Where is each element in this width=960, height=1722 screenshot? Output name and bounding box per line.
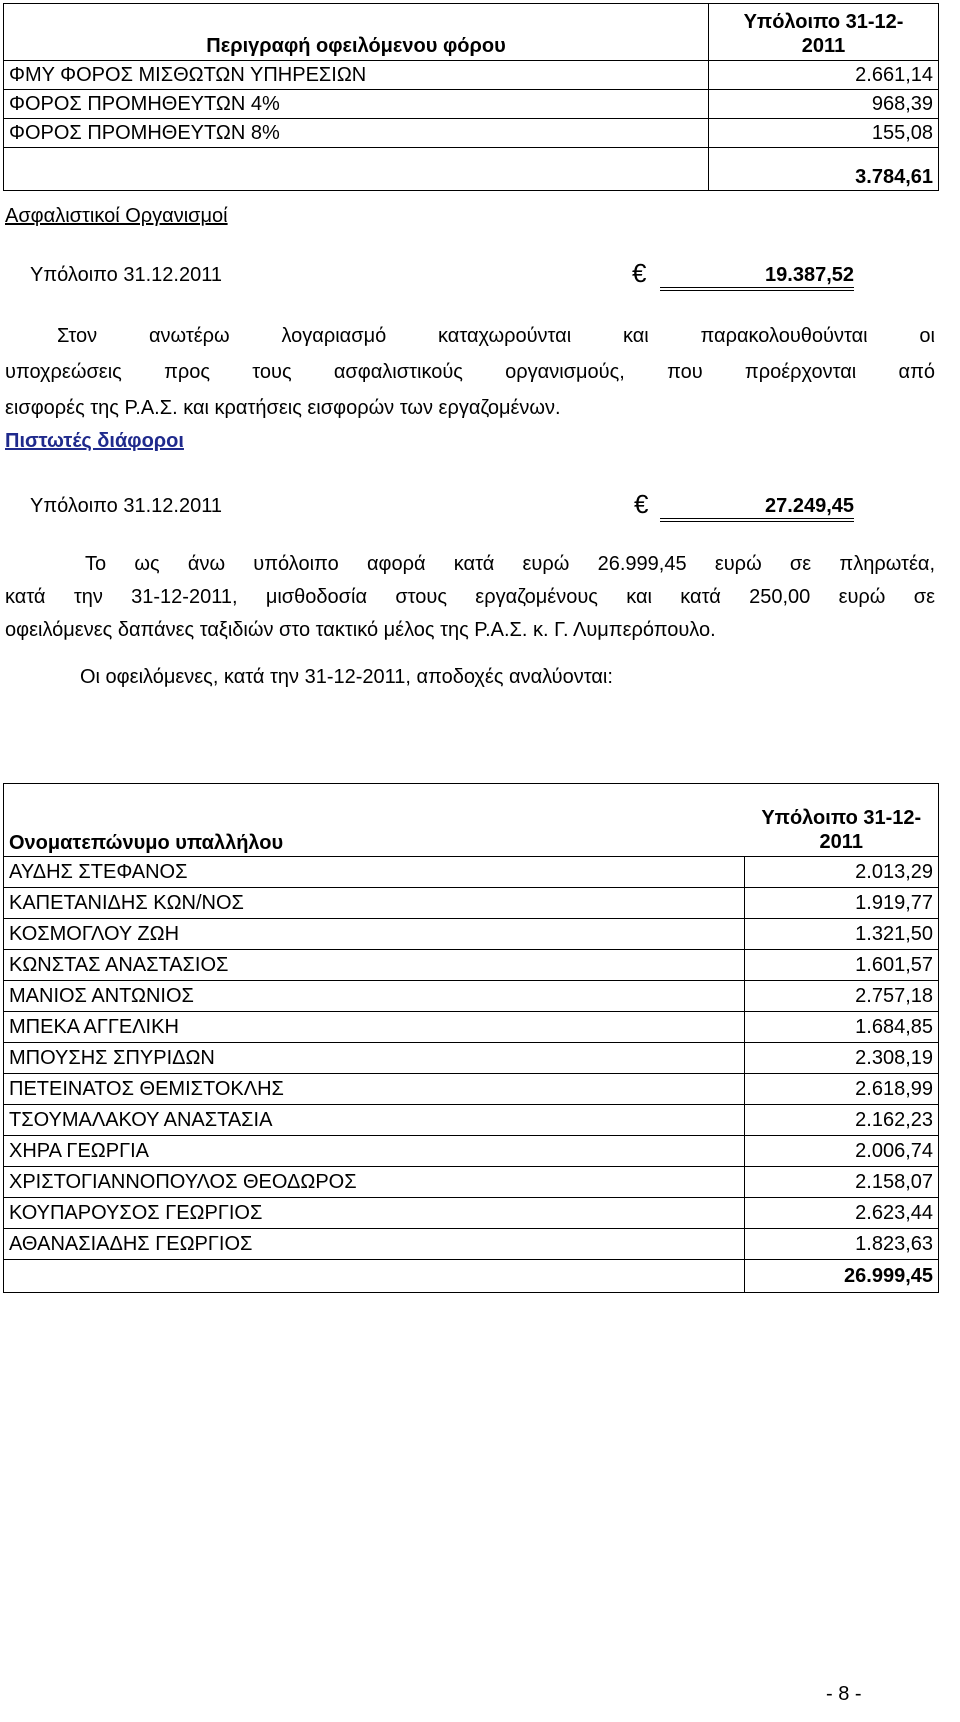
employee-table xyxy=(3,783,939,1293)
tax-total-empty xyxy=(4,148,709,191)
employee-rows xyxy=(4,857,939,1260)
insurance-paragraph xyxy=(5,318,935,426)
table-row xyxy=(4,1167,939,1198)
table-row xyxy=(4,919,939,950)
table-row xyxy=(4,1074,939,1105)
euro-sign: € xyxy=(634,489,649,519)
employee-value: 1.684,85 xyxy=(745,1012,939,1043)
employee-value: 2.618,99 xyxy=(745,1074,939,1105)
tax-balance-header xyxy=(709,4,939,61)
employee-value: 2.757,18 xyxy=(745,981,939,1012)
employee-value: 2.162,23 xyxy=(745,1105,939,1136)
table-row xyxy=(4,1136,939,1167)
creditors-amount: 27.249,45 xyxy=(660,495,854,522)
employee-total-empty xyxy=(4,1260,745,1293)
euro-sign: € xyxy=(632,258,647,288)
creditors-intro: Οι οφειλόμενες, κατά την 31-12-2011, αποδοχές αναλύονται: xyxy=(80,666,613,688)
creditors-para-line: κατά την 31-12-2011, μισθοδοσία στους εργαζομένους και κατά 250,00 ευρώ σε xyxy=(5,586,935,608)
page-number: - 8 - xyxy=(826,1683,862,1705)
employee-name: ΜΠΟΥΣΗΣ ΣΠΥΡΙΔΩΝ xyxy=(4,1043,745,1074)
tax-label: ΦΟΡΟΣ ΠΡΟΜΗΘΕΥΤΩΝ 8% xyxy=(4,119,709,148)
creditors-paragraph xyxy=(5,548,935,647)
employee-name: ΚΑΠΕΤΑΝΙΔΗΣ ΚΩΝ/ΝΟΣ xyxy=(4,888,745,919)
tax-label: ΦΜΥ ΦΟΡΟΣ ΜΙΣΘΩΤΩΝ ΥΠΗΡΕΣΙΩΝ xyxy=(4,61,709,90)
tax-table xyxy=(3,3,939,191)
insurance-para-line: υποχρεώσεις προς τους ασφαλιστικούς οργανισμούς, που προέρχονται από xyxy=(5,361,935,383)
tax-value: 2.661,14 xyxy=(709,61,939,90)
employee-name: ΠΕΤΕΙΝΑΤΟΣ ΘΕΜΙΣΤΟΚΛΗΣ xyxy=(4,1074,745,1105)
insurance-para-line: εισφορές της Ρ.Α.Σ. και κρατήσεις εισφορών των εργαζομένων. xyxy=(5,397,561,419)
employee-name: ΤΣΟΥΜΑΛΑΚΟΥ ΑΝΑΣΤΑΣΙΑ xyxy=(4,1105,745,1136)
employee-value: 2.006,74 xyxy=(745,1136,939,1167)
insurance-para-line: Στον ανωτέρω λογαριασμό καταχωρούνται και παρακολουθούνται οι xyxy=(57,325,935,347)
tax-table-header xyxy=(4,4,939,61)
table-row xyxy=(4,90,939,119)
employee-name: ΑΥΔΗΣ ΣΤΕΦΑΝΟΣ xyxy=(4,857,745,888)
tax-balance-header-line1: Υπόλοιπο 31-12- xyxy=(743,11,904,33)
employee-value: 2.623,44 xyxy=(745,1198,939,1229)
tax-total-row xyxy=(4,148,939,191)
tax-total: 3.784,61 xyxy=(709,148,939,191)
employee-total: 26.999,45 xyxy=(745,1260,939,1293)
employee-value: 1.601,57 xyxy=(745,950,939,981)
insurance-heading: Ασφαλιστικοί Οργανισμοί xyxy=(5,205,228,227)
table-row xyxy=(4,888,939,919)
table-row xyxy=(4,1043,939,1074)
employee-balance-header-line1: Υπόλοιπο 31-12- xyxy=(761,807,922,829)
tax-description-header: Περιγραφή οφειλόμενου φόρου xyxy=(4,4,709,61)
employee-name-header: Ονοματεπώνυμο υπαλλήλου xyxy=(4,784,745,857)
creditors-heading: Πιστωτές διάφοροι xyxy=(5,430,184,452)
table-row xyxy=(4,1012,939,1043)
creditors-balance-label: Υπόλοιπο 31.12.2011 xyxy=(30,495,222,517)
table-row xyxy=(4,1105,939,1136)
table-row xyxy=(4,950,939,981)
employee-balance-header xyxy=(745,784,939,857)
tax-value: 155,08 xyxy=(709,119,939,148)
table-row xyxy=(4,1229,939,1260)
employee-name: ΜΠΕΚΑ ΑΓΓΕΛΙΚΗ xyxy=(4,1012,745,1043)
tax-balance-header-line2: 2011 xyxy=(801,35,846,57)
employee-table-header xyxy=(4,784,939,857)
employee-name: ΜΑΝΙΟΣ ΑΝΤΩΝΙΟΣ xyxy=(4,981,745,1012)
table-row xyxy=(4,119,939,148)
creditors-para-line: Το ως άνω υπόλοιπο αφορά κατά ευρώ 26.999,45 ευρώ σε πληρωτέα, xyxy=(85,553,935,575)
insurance-amount: 19.387,52 xyxy=(660,264,854,291)
table-row xyxy=(4,1198,939,1229)
tax-label: ΦΟΡΟΣ ΠΡΟΜΗΘΕΥΤΩΝ 4% xyxy=(4,90,709,119)
table-row xyxy=(4,857,939,888)
employee-value: 2.158,07 xyxy=(745,1167,939,1198)
employee-name: ΚΟΣΜΟΓΛΟΥ ΖΩΗ xyxy=(4,919,745,950)
employee-name: ΚΟΥΠΑΡΟΥΣΟΣ ΓΕΩΡΓΙΟΣ xyxy=(4,1198,745,1229)
insurance-balance-label: Υπόλοιπο 31.12.2011 xyxy=(30,264,222,286)
creditors-para-line: οφειλόμενες δαπάνες ταξιδιών στο τακτικό μέλος της Ρ.Α.Σ. κ. Γ. Λυμπερόπουλο. xyxy=(5,619,716,641)
employee-name: ΧΗΡΑ ΓΕΩΡΓΙΑ xyxy=(4,1136,745,1167)
employee-value: 2.308,19 xyxy=(745,1043,939,1074)
employee-value: 1.321,50 xyxy=(745,919,939,950)
employee-balance-header-line2: 2011 xyxy=(819,831,863,853)
employee-name: ΚΩΝΣΤΑΣ ΑΝΑΣΤΑΣΙΟΣ xyxy=(4,950,745,981)
employee-value: 1.919,77 xyxy=(745,888,939,919)
table-row xyxy=(4,981,939,1012)
employee-name: ΑΘΑΝΑΣΙΑΔΗΣ ΓΕΩΡΓΙΟΣ xyxy=(4,1229,745,1260)
employee-name: ΧΡΙΣΤΟΓΙΑΝΝΟΠΟΥΛΟΣ ΘΕΟΔΩΡΟΣ xyxy=(4,1167,745,1198)
tax-value: 968,39 xyxy=(709,90,939,119)
employee-total-row xyxy=(4,1260,939,1293)
employee-value: 2.013,29 xyxy=(745,857,939,888)
table-row xyxy=(4,61,939,90)
employee-value: 1.823,63 xyxy=(745,1229,939,1260)
